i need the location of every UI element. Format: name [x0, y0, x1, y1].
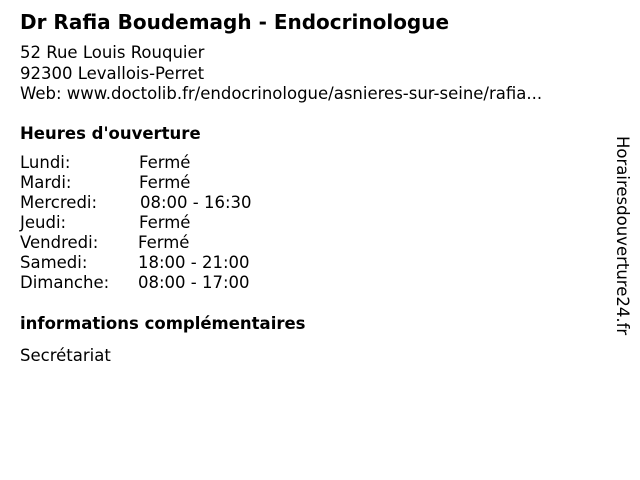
- day-label: Lundi:: [20, 153, 71, 172]
- address-web: Web: www.doctolib.fr/endocrinologue/asnieres-sur-seine/rafia...: [20, 84, 543, 103]
- hours-heading: Heures d'ouverture: [20, 124, 201, 143]
- day-label: Mardi:: [20, 173, 72, 192]
- hours-value: 18:00 - 21:00: [138, 253, 250, 272]
- day-label: Mercredi:: [20, 193, 98, 212]
- hours-value: Fermé: [139, 173, 191, 192]
- address-city: 92300 Levallois-Perret: [20, 63, 205, 83]
- day-label: Jeudi:: [20, 213, 67, 232]
- info-heading: informations complémentaires: [20, 314, 306, 333]
- hours-value: Fermé: [138, 233, 190, 252]
- site-brand: Horairesdouverture24.fr: [613, 136, 632, 336]
- day-label: Samedi:: [20, 253, 88, 272]
- hours-value: Fermé: [139, 153, 191, 172]
- day-label: Dimanche:: [20, 273, 110, 292]
- address-block: [20, 43, 542, 105]
- address-street: 52 Rue Louis Rouquier: [20, 43, 205, 62]
- hours-value: Fermé: [139, 213, 191, 232]
- hours-value: 08:00 - 17:00: [138, 273, 250, 292]
- page-title: Dr Rafia Boudemagh - Endocrinologue: [20, 10, 450, 34]
- info-text: Secrétariat: [20, 346, 111, 365]
- day-label: Vendredi:: [20, 233, 99, 252]
- hours-value: 08:00 - 16:30: [140, 193, 252, 212]
